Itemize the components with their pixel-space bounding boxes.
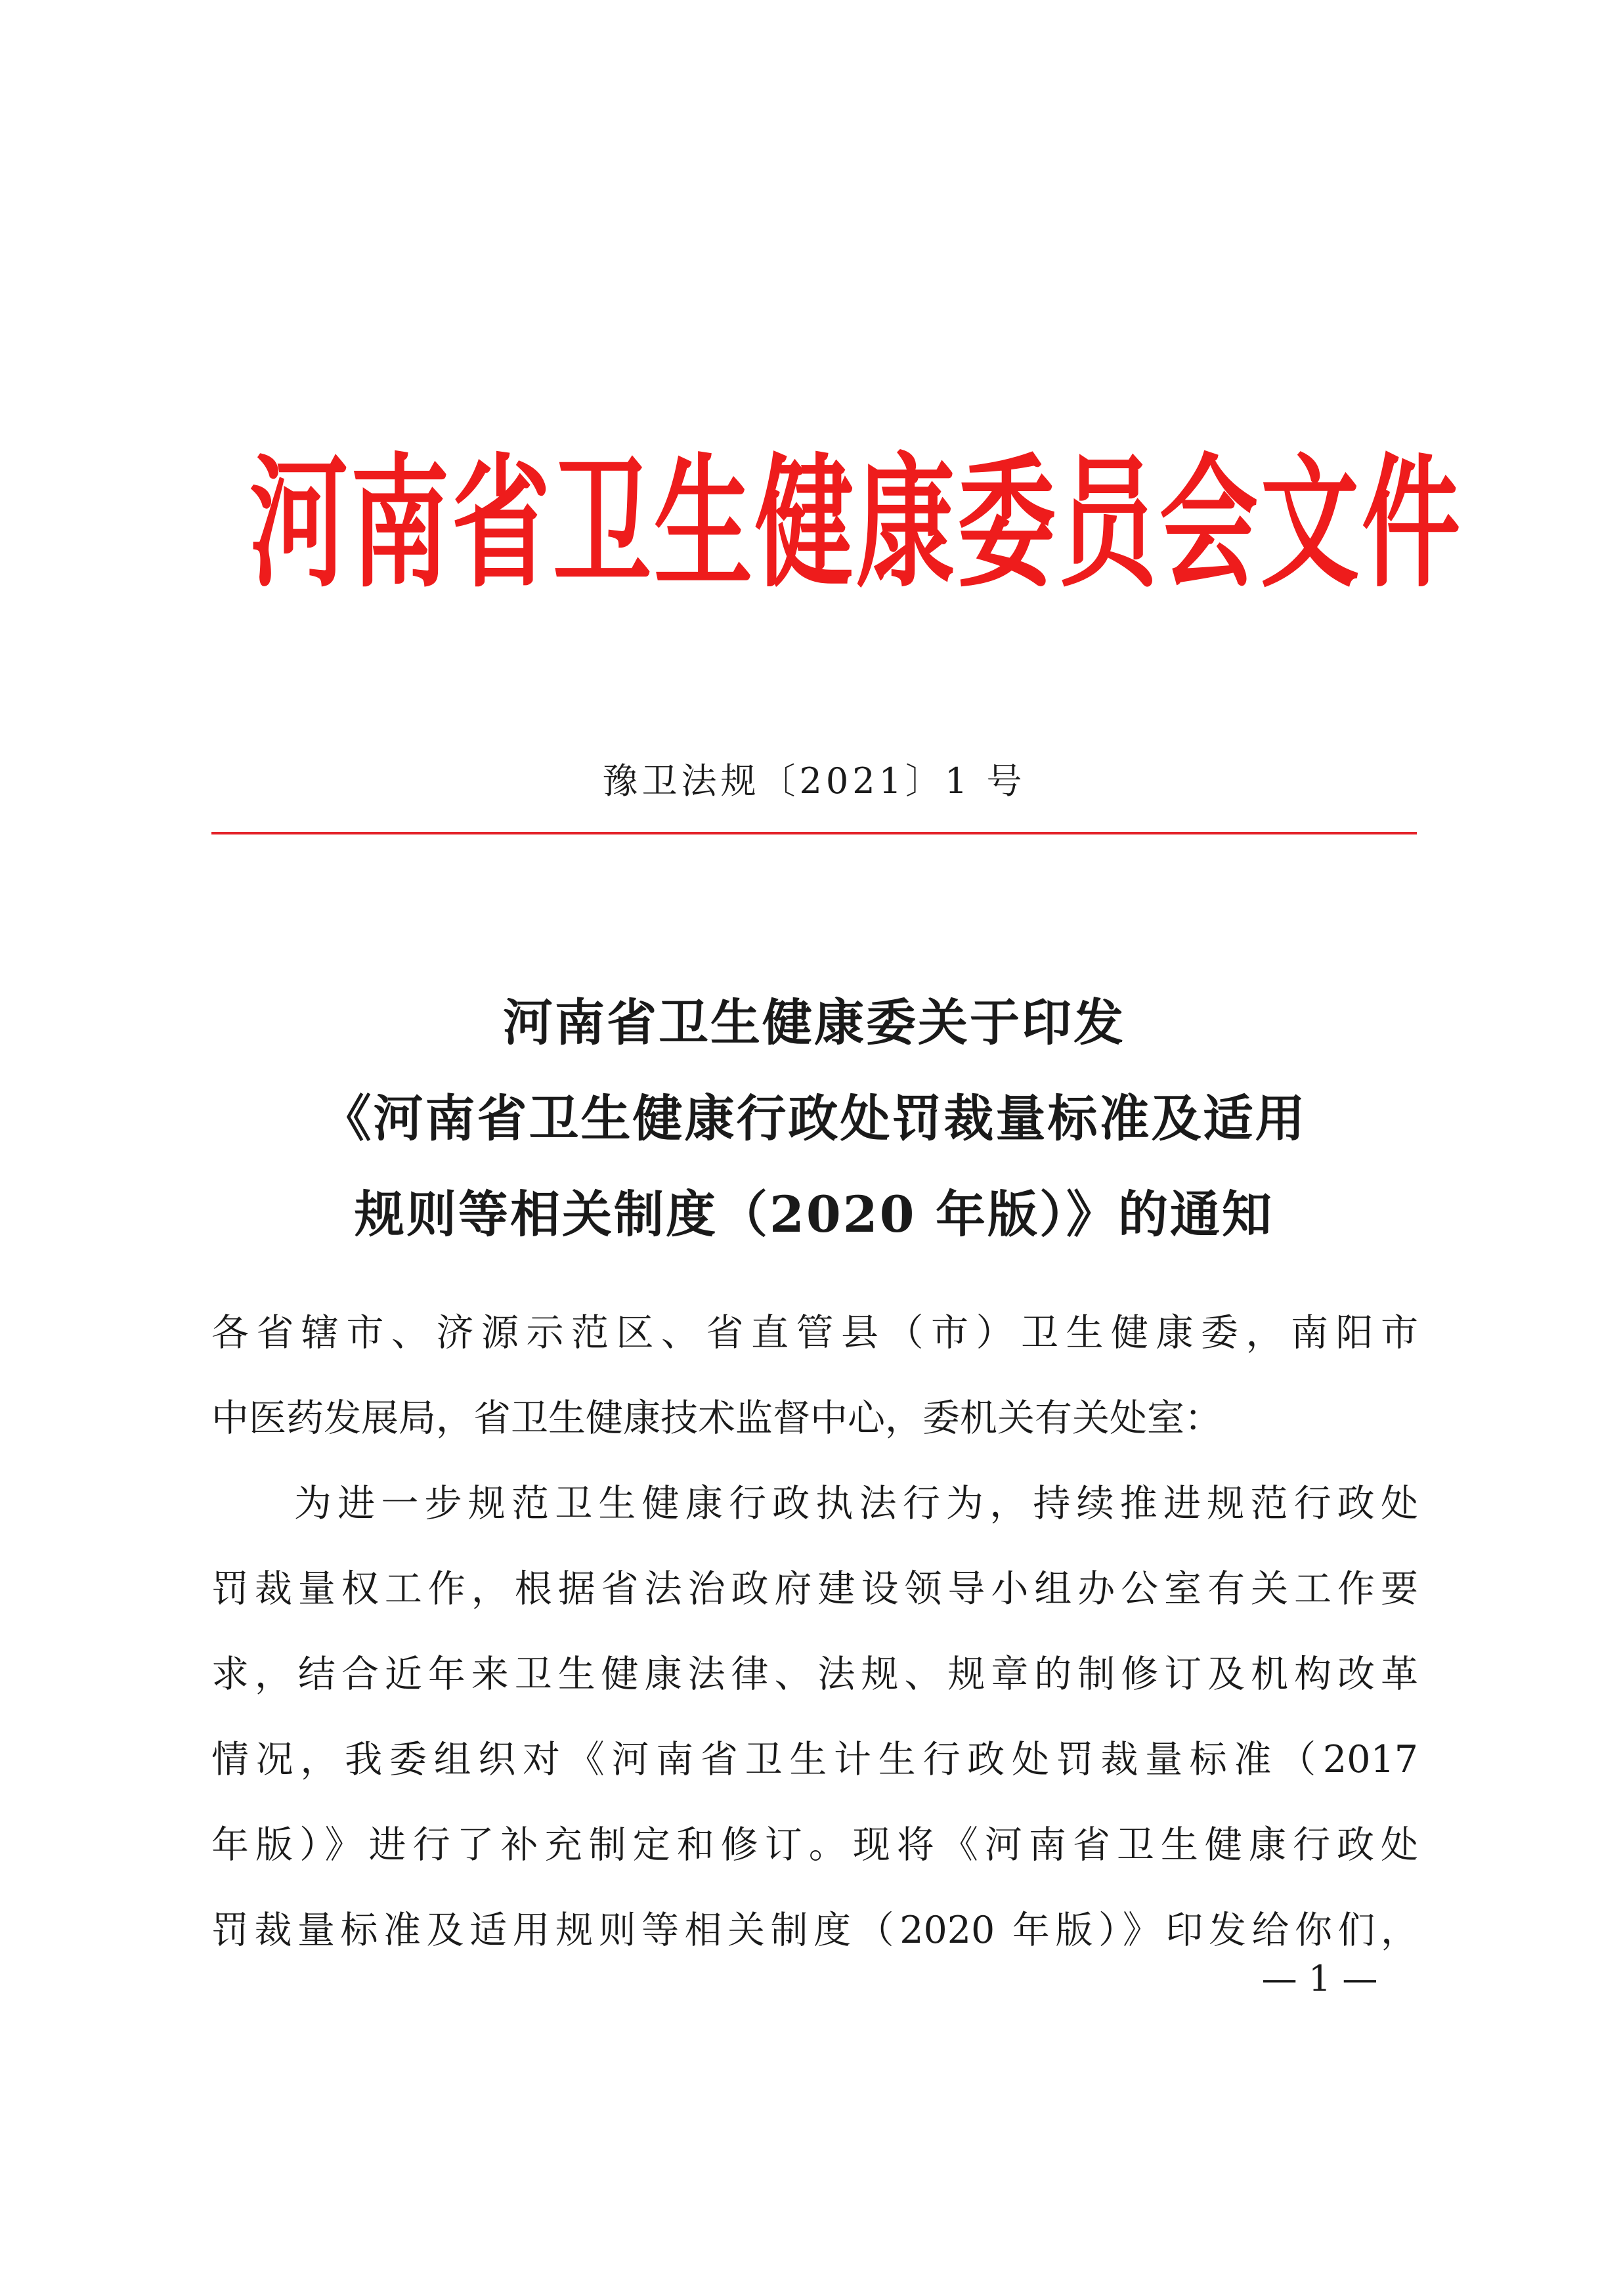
notice-body	[211, 1290, 1418, 1973]
document-masthead: 河南省卫生健康委员会文件	[249, 441, 1463, 607]
title-line-3: 规则等相关制度（2020 年版）》的通知	[355, 1185, 1274, 1244]
body-line-4: 情况，我委组织对《河南省卫生计生行政处罚裁量标准（2017	[211, 1738, 1418, 1781]
page-number: — 1 —	[1261, 1958, 1378, 1999]
recipients-line-1: 各省辖市、济源示范区、省直管县（市）卫生健康委，南阳市	[211, 1311, 1418, 1354]
body-line-5: 年版）》进行了补充制定和修订。现将《河南省卫生健康行政处	[211, 1823, 1418, 1867]
body-line-1: 为进一步规范卫生健康行政执法行为，持续推进规范行政处	[294, 1482, 1418, 1525]
title-line-1: 河南省卫生健康委关于印发	[503, 993, 1125, 1052]
body-line-6: 罚裁量标准及适用规则等相关制度（2020 年版）》印发给你们，	[211, 1909, 1418, 1952]
title-line-2: 《河南省卫生健康行政处罚裁量标准及适用	[321, 1089, 1307, 1148]
document-number: 豫卫法规〔2021〕1 号	[602, 760, 1026, 802]
recipients-line-2: 中医药发展局，省卫生健康技术监督中心，委机关有关处室：	[211, 1397, 1222, 1440]
body-line-3: 求，结合近年来卫生健康法律、法规、规章的制修订及机构改革	[211, 1653, 1418, 1696]
body-line-2: 罚裁量权工作，根据省法治政府建设领导小组办公室有关工作要	[211, 1567, 1418, 1611]
notice-title	[210, 975, 1418, 1263]
red-divider-line	[211, 832, 1417, 834]
